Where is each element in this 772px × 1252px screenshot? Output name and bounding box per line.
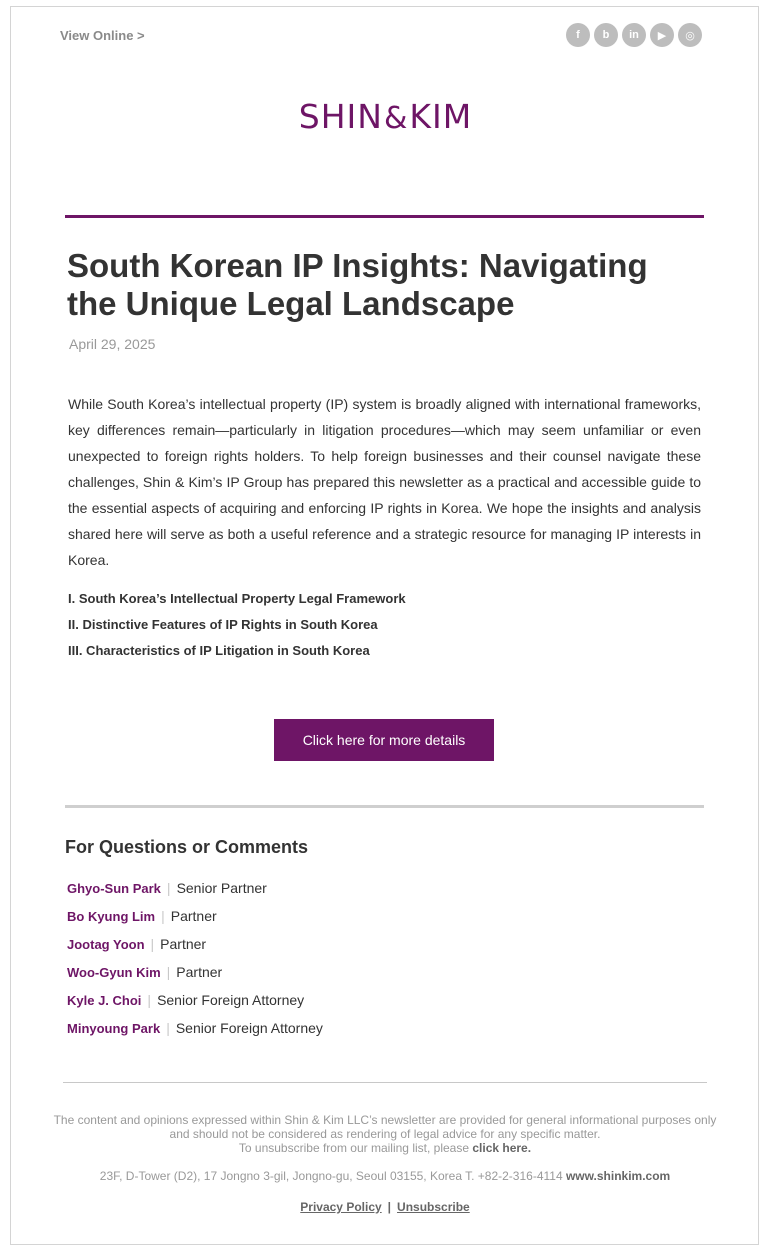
article-title: South Korean IP Insights: Navigating the Unique Legal Landscape bbox=[67, 247, 648, 322]
social-links bbox=[566, 23, 702, 47]
footer-links bbox=[51, 1200, 719, 1214]
website-link[interactable]: www.shinkim.com bbox=[565, 1169, 671, 1183]
other-social-icon[interactable]: ◎ bbox=[678, 23, 702, 47]
contact-row bbox=[67, 934, 323, 962]
contact-row bbox=[67, 878, 323, 906]
shin-kim-logo bbox=[11, 97, 760, 136]
contact-role: Partner bbox=[170, 908, 217, 924]
disclaimer-text: The content and opinions expressed within Shin & Kim LLC’s newsletter are provided for general informational purposes only and should not be considered as rendering of legal advice for any specific matter. bbox=[53, 1113, 717, 1141]
logo-text-right: KIM bbox=[409, 97, 473, 136]
toc-item: I. South Korea’s Intellectual Property Legal Framework bbox=[68, 591, 406, 606]
toc-item: II. Distinctive Features of IP Rights in South Korea bbox=[68, 617, 378, 632]
footer-link-separator: | bbox=[387, 1200, 392, 1214]
article-date: April 29, 2025 bbox=[69, 336, 156, 352]
contact-separator: | bbox=[150, 936, 155, 952]
contact-separator: | bbox=[166, 880, 171, 896]
contact-separator: | bbox=[166, 964, 171, 980]
contact-separator: | bbox=[166, 1020, 170, 1036]
privacy-policy-link[interactable]: Privacy Policy bbox=[300, 1200, 382, 1214]
contact-name[interactable]: Jootag Yoon bbox=[67, 937, 145, 952]
contacts-title: For Questions or Comments bbox=[65, 837, 309, 857]
contact-separator: | bbox=[147, 992, 152, 1008]
view-online-link[interactable]: View Online > bbox=[60, 28, 145, 43]
section-divider bbox=[65, 805, 704, 808]
contact-name[interactable]: Woo-Gyun Kim bbox=[67, 965, 161, 980]
footer-divider bbox=[63, 1082, 707, 1083]
blog-icon[interactable]: b bbox=[594, 23, 618, 47]
linkedin-icon[interactable]: in bbox=[622, 23, 646, 47]
article-intro: While South Korea’s intellectual property (IP) system is broadly aligned with international frameworks, key differences remain—particularly in litigation procedures—which may seem unfamiliar or even unexpected to foreign rights holders. To help foreign businesses and their counsel navigate these challenges, Shin & Kim’s IP Group has prepared this newsletter as a practical and accessible guide to the essential aspects of acquiring and enforcing IP rights in Korea. We hope the insights and analysis shared here will serve as both a useful reference and a strategic resource for managing IP interests in Korea. bbox=[68, 396, 701, 568]
contact-row bbox=[67, 962, 323, 990]
youtube-icon[interactable]: ▶ bbox=[650, 23, 674, 47]
footer-disclaimer bbox=[51, 1113, 719, 1155]
logo-ampersand: & bbox=[383, 101, 409, 136]
unsubscribe-click-link[interactable]: click here. bbox=[472, 1141, 532, 1155]
unsubscribe-note bbox=[51, 1141, 719, 1155]
contact-role: Partner bbox=[160, 936, 207, 952]
toc-item: III. Characteristics of IP Litigation in South Korea bbox=[68, 643, 370, 658]
logo-text-left: SHIN bbox=[298, 97, 383, 136]
facebook-icon[interactable]: f bbox=[566, 23, 590, 47]
contact-name[interactable]: Ghyo-Sun Park bbox=[67, 881, 161, 896]
contact-name[interactable]: Bo Kyung Lim bbox=[67, 909, 156, 924]
contact-row bbox=[67, 906, 323, 934]
unsubscribe-text: To unsubscribe from our mailing list, please bbox=[238, 1141, 470, 1155]
contact-name[interactable]: Kyle J. Choi bbox=[67, 993, 142, 1008]
contact-row bbox=[67, 1018, 323, 1046]
newsletter-frame bbox=[10, 6, 759, 1245]
contact-row bbox=[67, 990, 323, 1018]
unsubscribe-link[interactable]: Unsubscribe bbox=[397, 1200, 470, 1214]
more-details-button[interactable]: Click here for more details bbox=[274, 719, 494, 761]
contact-role: Partner bbox=[176, 964, 223, 980]
contacts-list bbox=[67, 878, 323, 1046]
table-of-contents bbox=[68, 587, 701, 665]
contact-role: Senior Foreign Attorney bbox=[157, 992, 305, 1008]
contact-role: Senior Partner bbox=[176, 880, 267, 896]
footer-address bbox=[51, 1169, 719, 1183]
contact-role: Senior Foreign Attorney bbox=[175, 1020, 323, 1036]
address-text: 23F, D-Tower (D2), 17 Jongno 3-gil, Jongno-gu, Seoul 03155, Korea T. +82-2-316-4114 bbox=[99, 1169, 563, 1183]
contact-separator: | bbox=[161, 908, 165, 924]
header-divider bbox=[65, 215, 704, 218]
contact-name[interactable]: Minyoung Park bbox=[67, 1021, 161, 1036]
